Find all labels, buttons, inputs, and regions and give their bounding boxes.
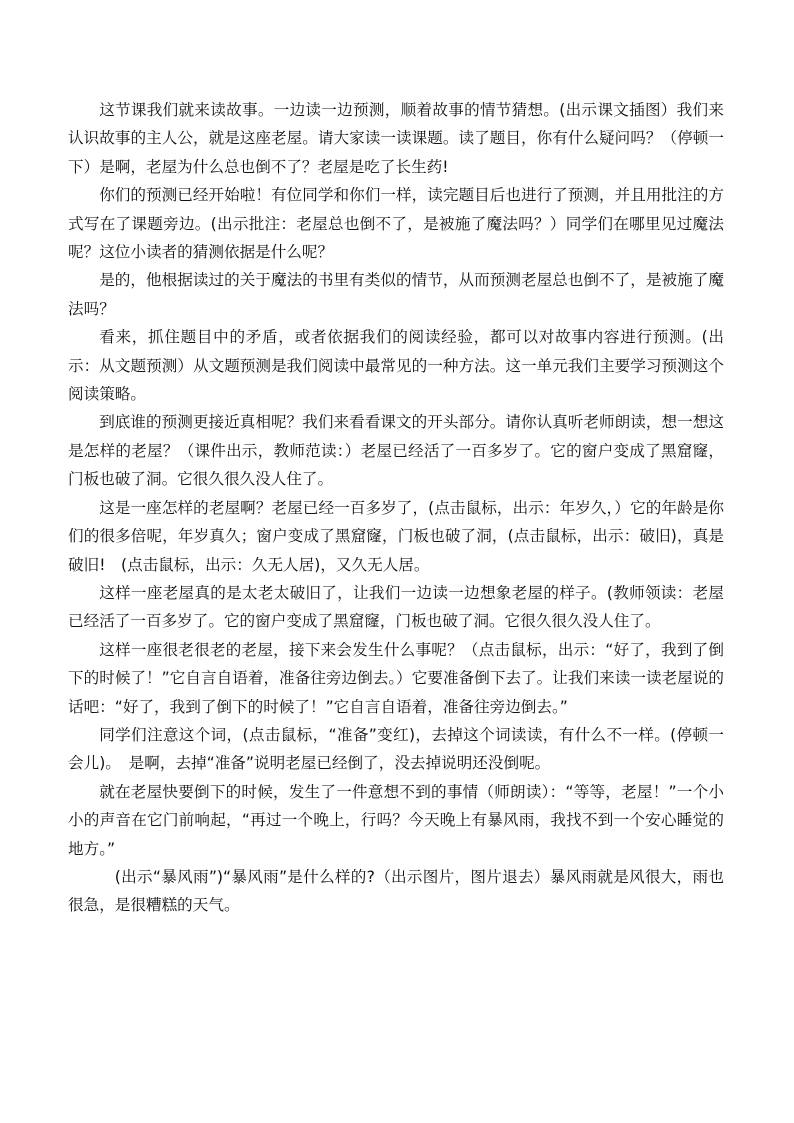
paragraph: 到底谁的预测更接近真相呢？我们来看看课文的开头部分。请你认真听老师朗读，想一想这是怎样的老屋？（课件出示，教师范读：）老屋已经活了一百多岁了。它的窗户变成了黑窟窿，门板也破了洞。它很久很久没人住了。 bbox=[68, 413, 724, 489]
paragraph: 这样一座老屋真的是太老太破旧了，让我们一边读一边想象老屋的样子。(教师领读：老屋已经活了一百多岁了。它的窗户变成了黑窟窿，门板也破了洞。它很久很久没人住了。 bbox=[68, 583, 724, 631]
paragraph: 就在老屋快要倒下的时候，发生了一件意想不到的事情（师朗读）：“等等，老屋！”一个小小的声音在它门前响起，“再过一个晚上，行吗？今天晚上有暴风雨，我找不到一个安心睡觉的地方。” bbox=[68, 782, 724, 858]
paragraph: 这是一座怎样的老屋啊？老屋已经一百多岁了，(点击鼠标，出示：年岁久，）它的年龄是你们的很多倍呢，年岁真久；窗户变成了黑窟窿，门板也破了洞，(点击鼠标，出示：破旧)，真是破旧! (点击鼠标，出示：久无人居)，又久无人居。 bbox=[68, 498, 724, 574]
document-page bbox=[68, 96, 724, 920]
paragraph: 是的，他根据读过的关于魔法的书里有类似的情节，从而预测老屋总也倒不了，是被施了魔法吗？ bbox=[68, 271, 724, 318]
paragraph: 你们的预测已经开始啦！有位同学和你们一样，读完题目后也进行了预测，并且用批注的方式写在了课题旁边。(出示批注：老屋总也倒不了，是被施了魔法吗？）同学们在哪里见过魔法呢？这位小读者的猜测依据是什么呢？ bbox=[68, 186, 724, 262]
paragraph: (出示“暴风雨”)“暴风雨”是什么样的?（出示图片，图片退去）暴风雨就是风很大，雨也很急，是很糟糕的天气。 bbox=[68, 867, 724, 915]
paragraph: 这样一座很老很老的老屋，接下来会发生什么事呢？（点击鼠标，出示：“好了，我到了倒下的时候了！”它自言自语着，准备往旁边倒去。）它要准备倒下去了。让我们来读一读老屋说的话吧：“好了，我到了倒下的时候了！”它自言自语着，准备往旁边倒去。” bbox=[68, 640, 724, 716]
paragraph: 同学们注意这个词，(点击鼠标，“准备”变红)，去掉这个词读读，有什么不一样。(停顿一会儿)。 是啊，去掉“准备”说明老屋已经倒了，没去掉说明还没倒呢。 bbox=[68, 725, 724, 773]
paragraph: 这节课我们就来读故事。一边读一边预测，顺着故事的情节猜想。(出示课文插图）我们来认识故事的主人公，就是这座老屋。请大家读一读课题。读了题目，你有什么疑问吗？（停顿一下）是啊，老屋为什么总也倒不了？老屋是吃了长生药! bbox=[68, 101, 724, 176]
paragraph: 看来，抓住题目中的矛盾，或者依据我们的阅读经验，都可以对故事内容进行预测。(出示：从文题预测）从文题预测是我们阅读中最常见的一种方法。这一单元我们主要学习预测这个阅读策略。 bbox=[68, 328, 724, 404]
